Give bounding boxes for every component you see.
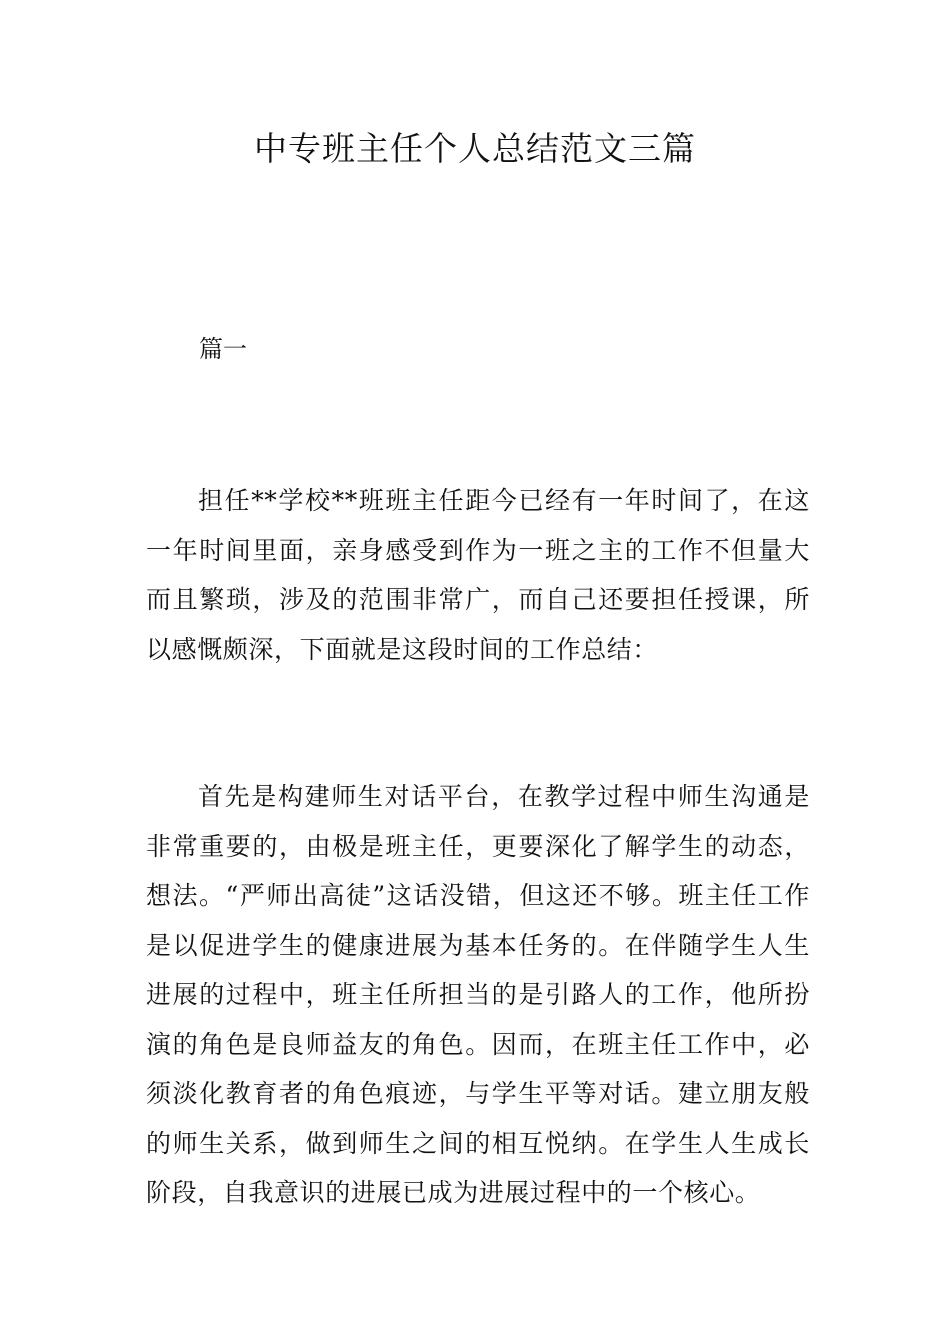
section-label: 篇一 (199, 335, 247, 363)
paragraph-body: 首先是构建师生对话平台，在教学过程中师生沟通是非常重要的，由极是班主任，更要深化了解学生的动态，想法。“严师出高徒”这话没错，但这还不够。班主任工作是以促进学生的健康进展为基本任务的。在伴随学生人生进展的过程中，班主任所担当的是引路人的工作，他所扮演的角色是良师益友的角色。因而，在班主任工作中，必须淡化教育者的角色痕迹，与学生平等对话。建立朋友般的师生关系，做到师生之间的相互悦纳。在学生人生成长阶段，自我意识的进展已成为进展过程中的一个核心。 (146, 782, 810, 1207)
document-title: 中专班主任个人总结范文三篇 (254, 129, 696, 168)
paragraph-intro: 担任**学校**班班主任距今已经有一年时间了，在这一年时间里面，亲身感受到作为一班之主的工作不但量大而且繁琐，涉及的范围非常广，而自己还要担任授课，所以感慨颇深，下面就是这段时间的工作总结： (146, 486, 810, 664)
